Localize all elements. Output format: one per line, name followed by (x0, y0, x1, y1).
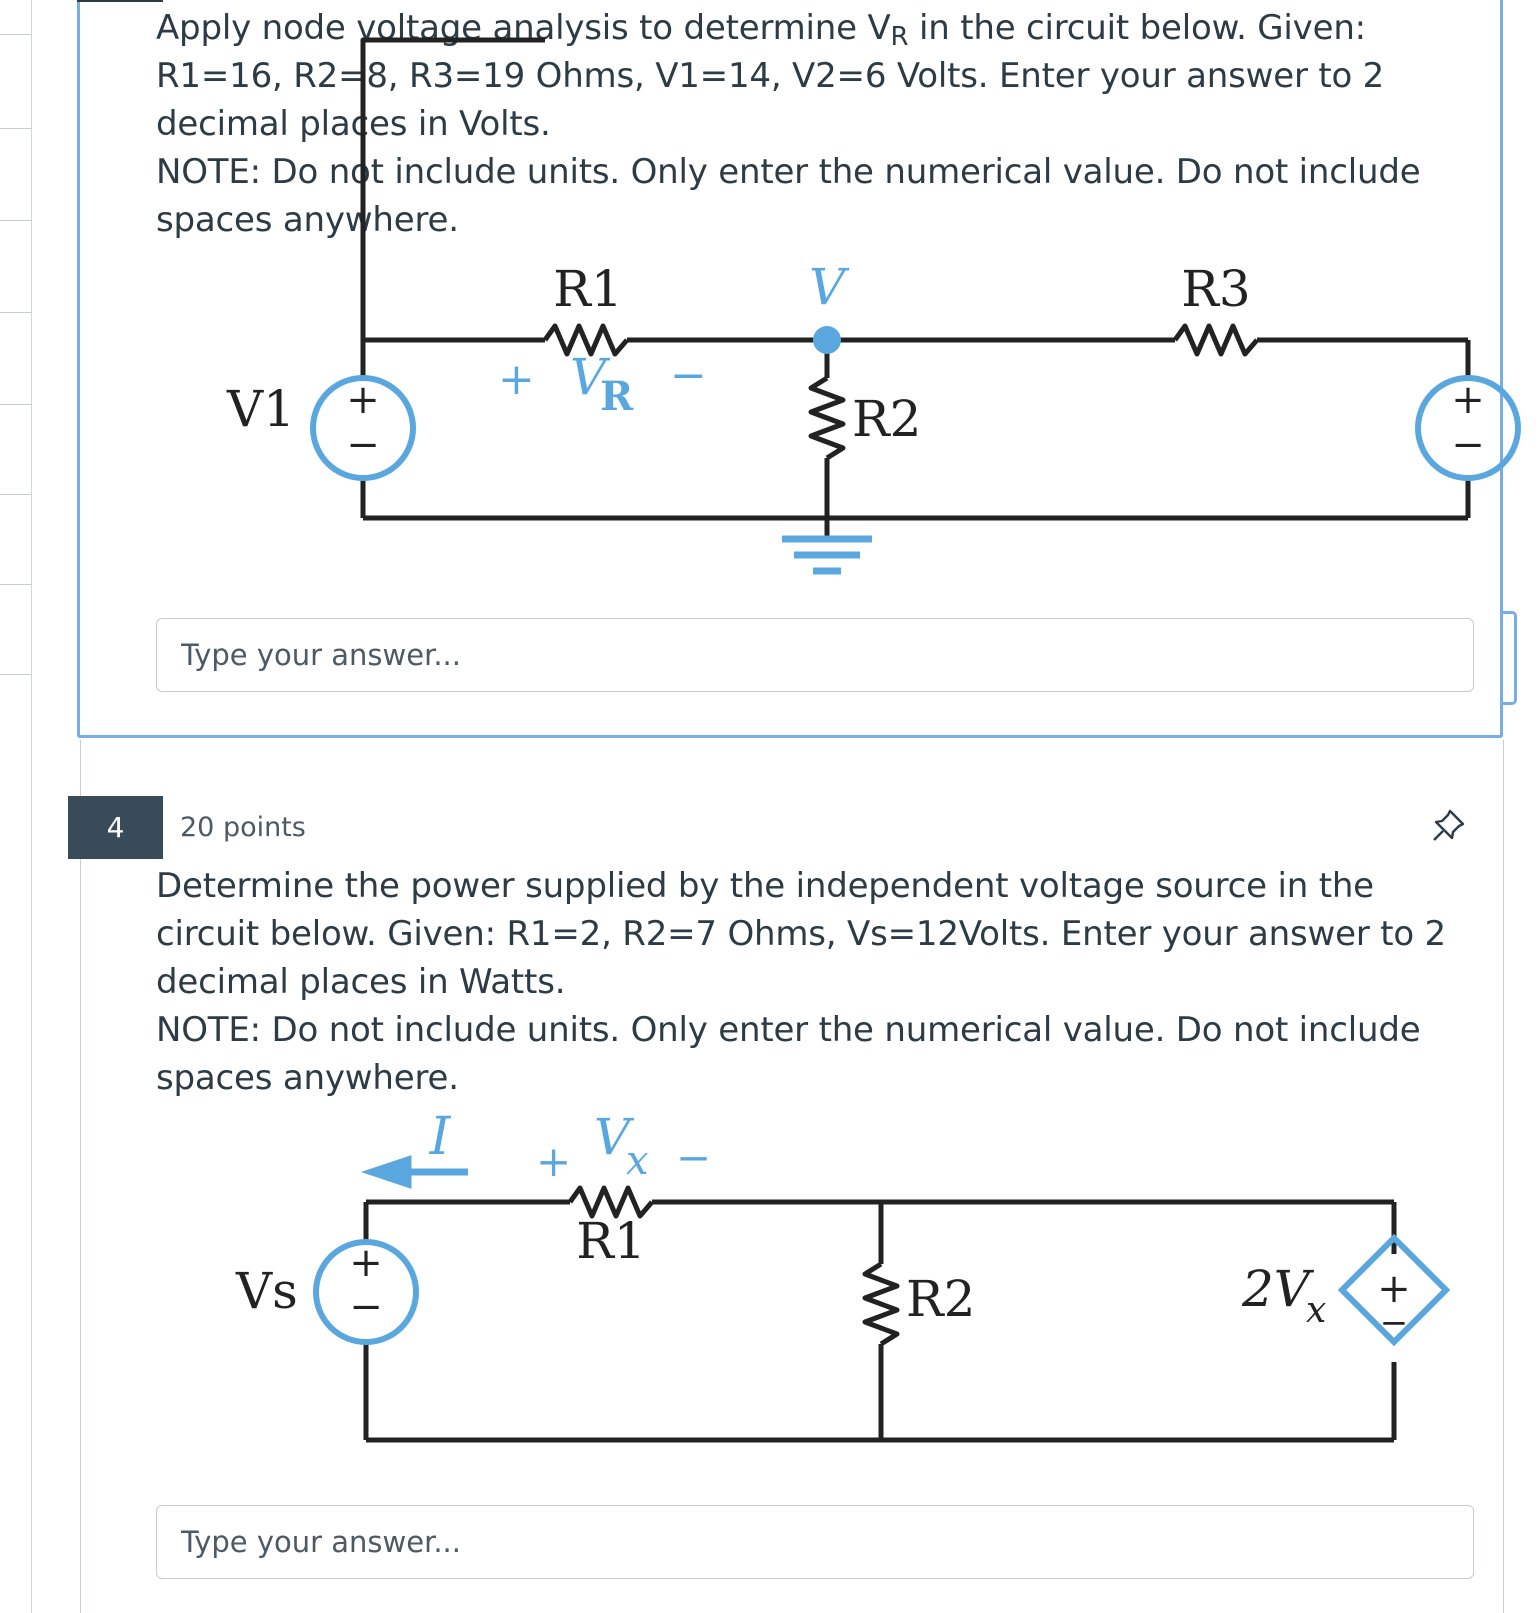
q4-r2-label: R2 (906, 1270, 976, 1328)
question-4-answer-input[interactable] (156, 1505, 1474, 1579)
v1-plus-sign: + (346, 377, 380, 423)
question-4-number: 4 (68, 796, 163, 859)
rail-divider (0, 34, 31, 35)
question-3-note: NOTE: Do not include units. Only enter the numerical value. Do not include spaces anywhere. (156, 152, 1421, 240)
vs-plus-sign: + (349, 1240, 383, 1286)
vr-plus-sign: + (498, 354, 535, 405)
vs-label: Vs (236, 1262, 298, 1320)
vr-label: V (570, 348, 607, 406)
vr-minus-sign: − (670, 350, 707, 401)
current-i-label: I (429, 1107, 451, 1167)
question-3-prompt-subscript: R (890, 22, 909, 52)
vr-subscript: R (600, 373, 634, 420)
rail-divider (0, 312, 31, 313)
dep-minus-sign: − (1379, 1303, 1409, 1343)
v1-minus-sign: − (346, 422, 380, 468)
rail-divider (0, 128, 31, 129)
question-3-prompt-end: in the circuit below. Given: R1=16, R2=8, R3=19 Ohms, V1=14, V2=6 Volts. Enter your answer to 2 decimal places in Volts. (156, 8, 1385, 144)
rail-divider (0, 494, 31, 495)
rail-divider (0, 584, 31, 585)
question-4-prompt: Determine the power supplied by the independent voltage source in the circuit below. Given: R1=2, R2=7 Ohms, Vs=12Volts. Enter your answer to 2 decimal places in Watts. (156, 866, 1446, 1002)
v2-plus-sign: + (1451, 377, 1485, 423)
vs-minus-sign: − (349, 1284, 383, 1330)
pin-icon[interactable] (1430, 806, 1468, 844)
left-rail (0, 0, 32, 1613)
v2-minus-sign: − (1451, 422, 1485, 468)
node-v-label: V (808, 258, 846, 316)
question-4-points: 20 points (180, 812, 306, 843)
question-4-circuit-diagram (170, 1100, 1460, 1460)
question-3-answer-input[interactable] (156, 618, 1474, 692)
question-3-circuit-diagram (170, 258, 1485, 590)
r1-label: R1 (553, 260, 623, 318)
dep-plus-sign: + (1377, 1266, 1411, 1312)
question-3-prompt-start: Apply node voltage analysis to determine V (156, 8, 891, 48)
vx-label: V (594, 1108, 631, 1166)
question-card-tab (1503, 611, 1517, 705)
dependent-source-label: 2V (1242, 1260, 1310, 1318)
question-4-text (156, 862, 1476, 1102)
question-3-text (156, 4, 1476, 244)
dependent-source-subscript: x (1306, 1290, 1327, 1331)
vx-subscript: x (626, 1138, 649, 1184)
question-number-edge (77, 0, 163, 2)
rail-divider (0, 404, 31, 405)
rail-divider (0, 674, 31, 675)
q4-r1-label: R1 (576, 1212, 646, 1270)
question-left-border (80, 740, 81, 1613)
question-4-note: NOTE: Do not include units. Only enter the numerical value. Do not include spaces anywhere. (156, 1010, 1421, 1098)
r2-label: R2 (852, 390, 922, 448)
r3-label: R3 (1181, 260, 1251, 318)
vx-minus-sign: − (676, 1133, 712, 1182)
node-v-dot (813, 326, 841, 354)
v1-label: V1 (227, 380, 295, 438)
question-right-border (1503, 740, 1504, 1613)
vx-plus-sign: + (536, 1137, 572, 1186)
rail-divider (0, 220, 31, 221)
